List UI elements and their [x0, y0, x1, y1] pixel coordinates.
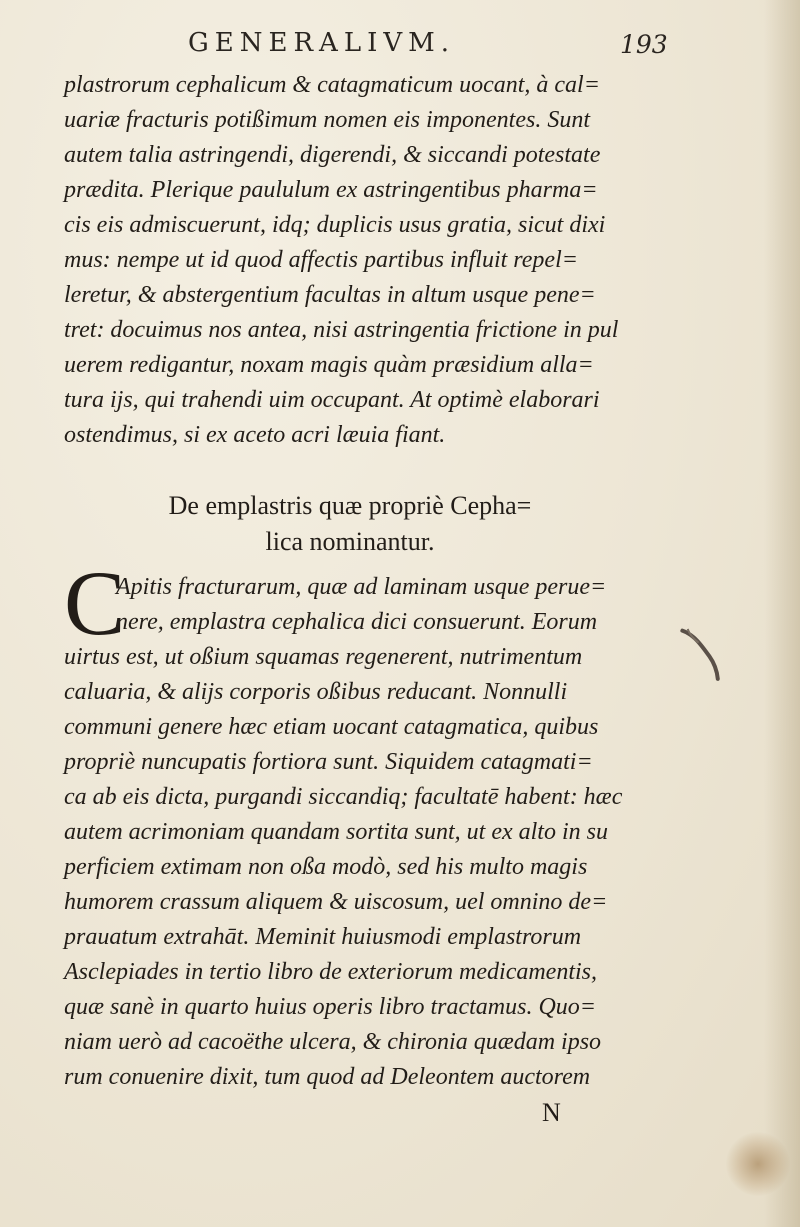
text-line: caluaria, & alijs corporis oßibus reducant. Nonnulli — [64, 679, 568, 705]
text-line: cis eis admiscuerunt, idq; duplicis usus gratia, sicut dixi — [64, 212, 606, 238]
text-line: uariæ fracturis potißimum nomen eis imponentes. Sunt — [64, 107, 590, 133]
foxing-stain — [726, 1132, 790, 1196]
signature-mark: N — [542, 1098, 561, 1127]
text-line: ca ab eis dicta, purgandi siccandiq; facultatē habent: hæc — [64, 784, 623, 810]
text-line: nere, emplastra cephalica dici consuerunt. Eorum — [116, 609, 598, 635]
text-line: prauatum extrahāt. Meminit huiusmodi emplastrorum — [64, 924, 582, 950]
text-line: Apitis fracturarum, quæ ad laminam usque perue= — [116, 574, 607, 600]
page-number: 193 — [620, 30, 668, 59]
section-heading-line: De emplastris quæ propriè Cepha= — [168, 491, 532, 520]
text-line: uirtus est, ut oßium squamas regenerent, nutrimentum — [64, 644, 583, 670]
text-line: propriè nuncupatis fortiora sunt. Siquidem catagmati= — [64, 749, 593, 775]
text-line: ostendimus, si ex aceto acri læuia fiant. — [64, 422, 446, 448]
text-line: autem acrimoniam quandam sortita sunt, ut ex alto in su — [64, 819, 608, 845]
text-line: tret: docuimus nos antea, nisi astringentia frictione in pul — [64, 317, 619, 343]
text-line: tura ijs, qui trahendi uim occupant. At optimè elaborari — [64, 387, 600, 413]
text-line: communi genere hæc etiam uocant catagmatica, quibus — [64, 714, 599, 740]
ink-smudge-mark — [667, 624, 734, 681]
text-line: quæ sanè in quarto huius operis libro tractamus. Quo= — [64, 994, 596, 1020]
running-head: GENERALIVM. — [188, 28, 456, 58]
drop-cap: C — [64, 552, 126, 654]
text-line: Asclepiades in tertio libro de exteriorum medicamentis, — [64, 959, 598, 985]
section-heading — [100, 488, 600, 560]
page-header — [70, 28, 670, 64]
text-line: uerem redigantur, noxam magis quàm præsidium alla= — [64, 352, 594, 378]
text-line: humorem crassum aliquem & uiscosum, uel omnino de= — [64, 889, 608, 915]
section-heading-line: lica nominantur. — [265, 527, 435, 556]
page-gutter-shadow — [764, 0, 800, 1227]
text-line: niam uerò ad cacoëthe ulcera, & chironia quædam ipso — [64, 1029, 602, 1055]
text-line: rum conuenire dixit, tum quod ad Deleontem auctorem — [64, 1064, 591, 1090]
text-line: prædita. Plerique paululum ex astringentibus pharma= — [64, 177, 598, 203]
text-line: autem talia astringendi, digerendi, & siccandi potestate — [64, 142, 601, 168]
text-line: perficiem extimam non oßa modò, sed his multo magis — [64, 854, 588, 880]
text-line: mus: nempe ut id quod affectis partibus influit repel= — [64, 247, 578, 273]
text-line: leretur, & abstergentium facultas in altum usque pene= — [64, 282, 596, 308]
text-line: plastrorum cephalicum & catagmaticum uocant, à cal= — [64, 72, 600, 98]
